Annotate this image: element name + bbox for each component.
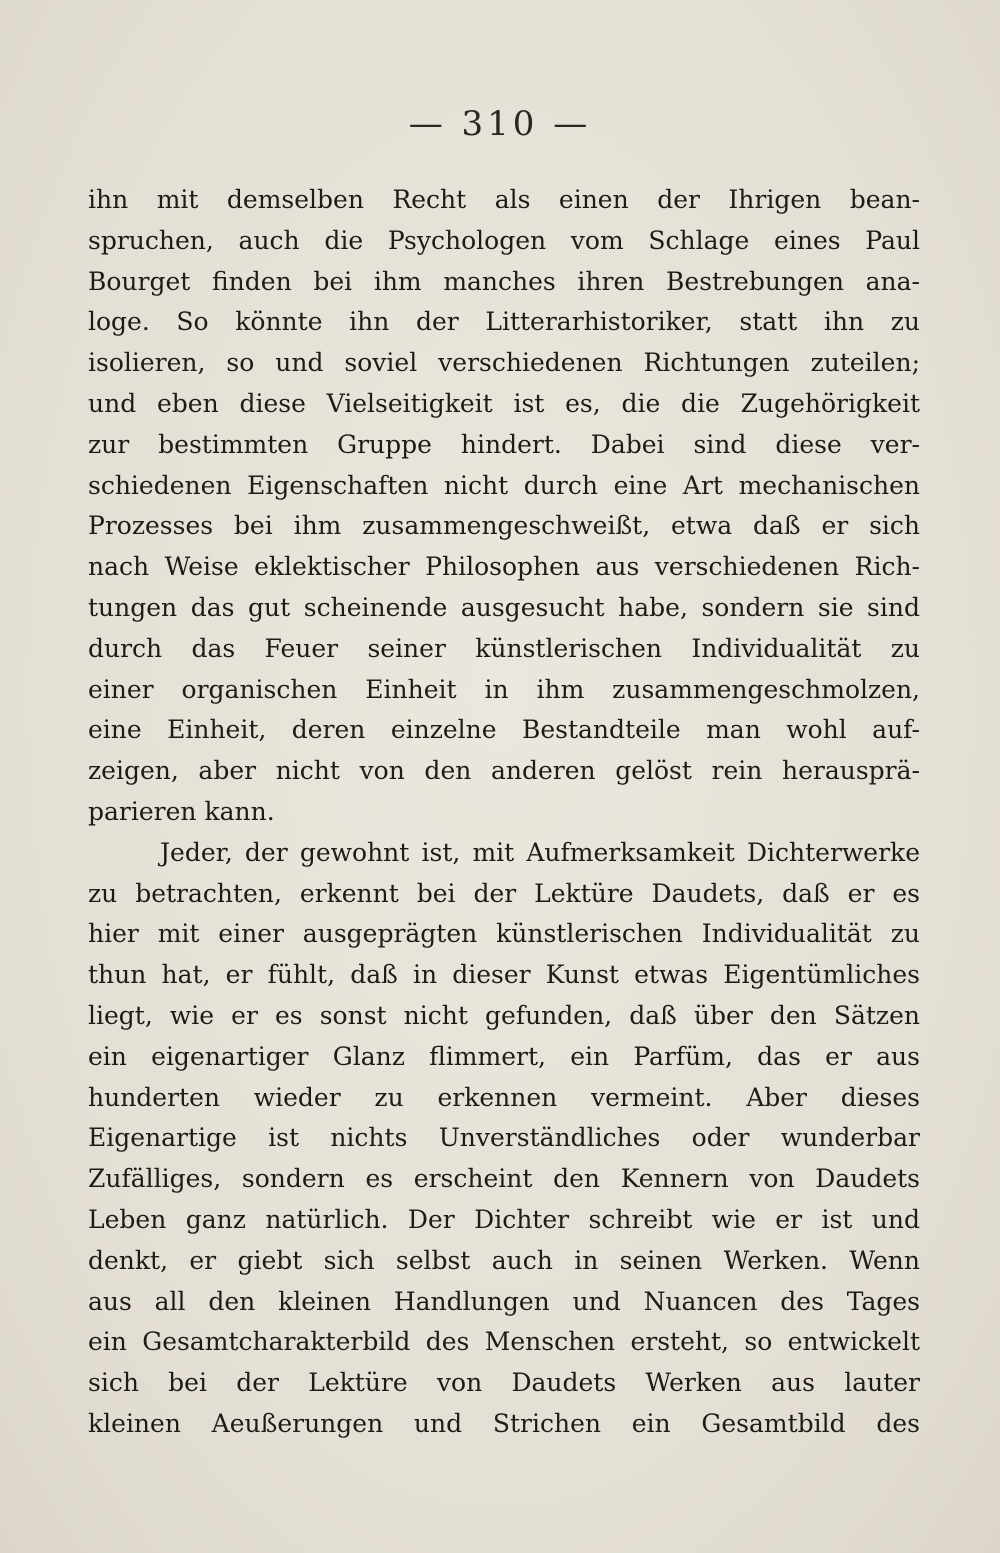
paragraph: [88, 180, 920, 833]
body-text: [88, 180, 920, 1445]
text-line: nach Weise eklektischer Philosophen aus verschiedenen Rich-: [88, 552, 920, 582]
text-line: isolieren, so und soviel verschiedenen Richtungen zuteilen;: [88, 348, 920, 378]
text-line: Prozesses bei ihm zusammengeschweißt, etwa daß er sich: [88, 511, 920, 541]
text-line: kleinen Aeußerungen und Strichen ein Gesamtbild des: [88, 1408, 920, 1438]
page-number: — 310 —: [408, 104, 592, 144]
text-line: Leben ganz natürlich. Der Dichter schreibt wie er ist und: [88, 1204, 920, 1234]
text-line: loge. So könnte ihn der Litterarhistoriker, statt ihn zu: [88, 307, 920, 337]
text-line: ein eigenartiger Glanz flimmert, ein Parfüm, das er aus: [88, 1041, 920, 1071]
text-line: parieren kann.: [88, 796, 275, 826]
text-line: aus all den kleinen Handlungen und Nuancen des Tages: [88, 1286, 920, 1316]
text-line: ein Gesamtcharakterbild des Menschen ersteht, so entwickelt: [88, 1327, 920, 1357]
text-line: Jeder, der gewohnt ist, mit Aufmerksamkeit Dichterwerke: [160, 837, 920, 867]
text-line: ihn mit demselben Recht als einen der Ihrigen bean-: [88, 185, 920, 214]
text-line: hier mit einer ausgeprägten künstlerischen Individualität zu: [88, 919, 920, 949]
text-line: denkt, er giebt sich selbst auch in seinen Werken. Wenn: [88, 1245, 920, 1275]
text-line: schiedenen Eigenschaften nicht durch eine Art mechanischen: [88, 470, 920, 500]
text-line: und eben diese Vielseitigkeit ist es, die die Zugehörigkeit: [88, 388, 920, 418]
text-line: tungen das gut scheinende ausgesucht habe, sondern sie sind: [88, 592, 920, 622]
text-line: sich bei der Lektüre von Daudets Werken aus lauter: [88, 1368, 920, 1398]
text-line: eine Einheit, deren einzelne Bestandteile man wohl auf-: [88, 715, 920, 745]
text-line: zeigen, aber nicht von den anderen gelöst rein herausprä-: [88, 756, 920, 786]
text-line: zu betrachten, erkennt bei der Lektüre Daudets, daß er es: [88, 878, 920, 908]
text-line: Eigenartige ist nichts Unverständliches oder wunderbar: [88, 1123, 920, 1153]
text-line: Bourget finden bei ihm manches ihren Bestrebungen ana-: [88, 266, 920, 296]
text-line: hunderten wieder zu erkennen vermeint. Aber dieses: [88, 1082, 920, 1112]
text-line: Zufälliges, sondern es erscheint den Kennern von Daudets: [88, 1164, 920, 1194]
text-line: einer organischen Einheit in ihm zusammengeschmolzen,: [88, 674, 920, 704]
text-line: liegt, wie er es sonst nicht gefunden, daß über den Sätzen: [88, 1000, 920, 1030]
paragraph: [88, 833, 920, 1445]
text-line: spruchen, auch die Psychologen vom Schlage eines Paul: [88, 225, 920, 255]
text-line: durch das Feuer seiner künstlerischen Individualität zu: [88, 633, 920, 663]
text-line: zur bestimmten Gruppe hindert. Dabei sind diese ver-: [88, 429, 920, 459]
text-line: thun hat, er fühlt, daß in dieser Kunst etwas Eigentümliches: [88, 960, 920, 990]
